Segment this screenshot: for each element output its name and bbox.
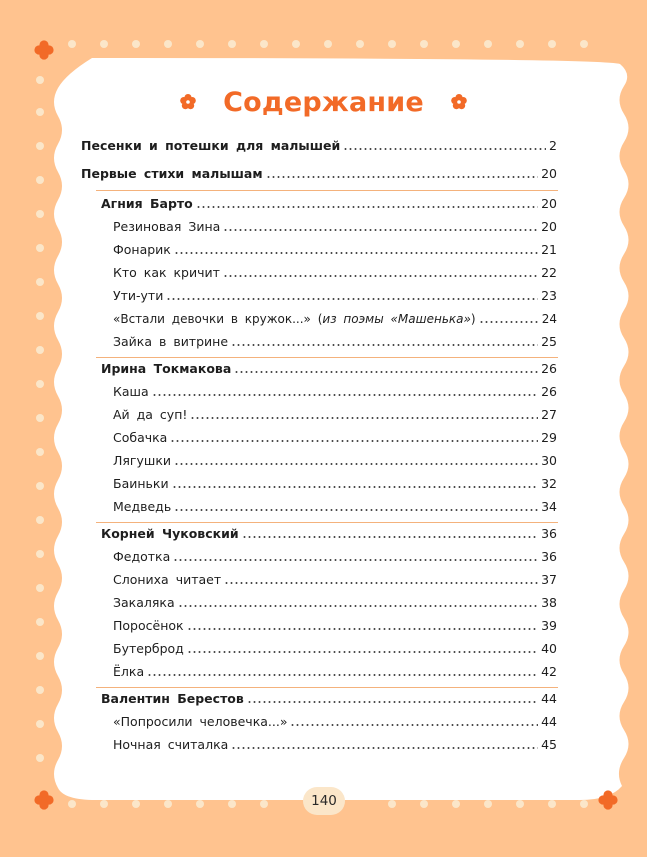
toc-label: Поросёнок	[113, 618, 184, 633]
divider	[96, 190, 558, 191]
toc-poem[interactable]	[113, 407, 557, 423]
leader-dots	[290, 724, 538, 726]
toc-label: Каша	[113, 384, 149, 399]
toc-label: Ночная считалка	[113, 737, 229, 752]
toc-poem[interactable]	[113, 714, 557, 730]
leader-dots	[224, 582, 538, 584]
toc-page-number: 45	[541, 737, 557, 752]
leader-dots	[223, 229, 538, 231]
toc-poem[interactable]	[113, 242, 557, 258]
leader-dots	[231, 344, 538, 346]
toc-poem[interactable]	[113, 334, 557, 350]
toc-page-number: 39	[541, 618, 557, 633]
toc-label: Медведь	[113, 499, 172, 514]
toc-label: Ай да суп!	[113, 407, 188, 422]
toc-page-number: 30	[541, 453, 557, 468]
toc-label: Резиновая Зина	[113, 219, 221, 234]
toc-page-number: 21	[541, 242, 557, 257]
leader-dots	[231, 747, 538, 749]
toc-page-number: 44	[541, 691, 557, 706]
toc-page-number: 22	[541, 265, 557, 280]
toc-page-number: 20	[541, 166, 557, 181]
toc-page-number: 40	[541, 641, 557, 656]
toc-author[interactable]	[101, 691, 557, 707]
toc-label: Ирина Токмакова	[101, 361, 232, 376]
toc-label-tail: )	[470, 312, 476, 326]
toc-poem[interactable]	[113, 265, 557, 281]
toc-label: «Попросили человечка...»	[113, 714, 288, 729]
toc-poem[interactable]	[113, 737, 557, 753]
toc-page-number: 36	[541, 526, 557, 541]
leader-dots	[172, 486, 539, 488]
toc-page-number: 24	[541, 312, 557, 326]
toc-poem[interactable]	[113, 618, 557, 634]
toc-page-number: 32	[541, 476, 557, 491]
leader-dots	[178, 605, 538, 607]
leader-dots	[479, 321, 539, 323]
toc-author[interactable]	[101, 361, 557, 377]
toc-section[interactable]	[81, 166, 557, 182]
divider	[96, 687, 558, 688]
leader-dots	[152, 394, 538, 396]
toc-label: Баиньки	[113, 476, 169, 491]
toc-page-number: 26	[541, 384, 557, 399]
leader-dots	[173, 559, 538, 561]
toc-label: Слониха читает	[113, 572, 222, 587]
toc-poem[interactable]	[113, 453, 557, 469]
toc-poem[interactable]	[113, 595, 557, 611]
toc-label: Первые стихи малышам	[81, 166, 263, 181]
leader-dots	[223, 275, 538, 277]
leader-dots	[187, 628, 539, 630]
leader-dots	[170, 440, 538, 442]
leader-dots	[166, 298, 538, 300]
toc-page-number: 36	[541, 549, 557, 564]
toc-section[interactable]	[81, 138, 557, 154]
leader-dots	[242, 536, 538, 538]
toc-label: Фонарик	[113, 242, 171, 257]
leader-dots	[174, 509, 538, 511]
toc-label: Кто как кричит	[113, 265, 220, 280]
toc-poem[interactable]	[113, 572, 557, 588]
toc-poem[interactable]	[113, 384, 557, 400]
toc-label-italic: из поэмы «Машенька»	[322, 312, 471, 326]
toc-poem[interactable]	[113, 311, 557, 327]
toc-poem[interactable]	[113, 499, 557, 515]
toc-label: Корней Чуковский	[101, 526, 239, 541]
leader-dots	[187, 651, 538, 653]
page-title: Содержание	[223, 86, 424, 118]
toc-label: Песенки и потешки для малышей	[81, 138, 341, 153]
toc-page-number: 29	[541, 430, 557, 445]
leader-dots	[343, 148, 546, 150]
toc-page-number: 26	[541, 361, 557, 376]
divider	[96, 357, 558, 358]
leader-dots	[196, 206, 538, 208]
toc-page-number: 37	[541, 572, 557, 587]
toc-page-number: 2	[549, 138, 557, 153]
leader-dots	[247, 701, 538, 703]
toc-label: «Встали девочки в кружок...» (	[113, 312, 323, 326]
toc-page-number: 23	[541, 288, 557, 303]
toc-poem[interactable]	[113, 664, 557, 680]
page-number: 140	[303, 787, 345, 815]
toc-page-number: 27	[541, 407, 557, 422]
toc-label: Бутерброд	[113, 641, 184, 656]
toc-page-number: 25	[541, 334, 557, 349]
toc-label: Ути-ути	[113, 288, 164, 303]
leader-dots	[234, 371, 538, 373]
toc-label: Зайка в витрине	[113, 334, 229, 349]
toc-page-number: 20	[541, 219, 557, 234]
toc-page-number: 20	[541, 196, 557, 211]
toc-poem[interactable]	[113, 549, 557, 565]
toc-label: Валентин Берестов	[101, 691, 244, 706]
toc-label: Ёлка	[113, 664, 145, 679]
leader-dots	[190, 417, 538, 419]
toc-author[interactable]	[101, 196, 557, 212]
leader-dots	[147, 674, 538, 676]
toc-label: Федотка	[113, 549, 171, 564]
toc-author[interactable]	[101, 526, 557, 542]
toc-label: Агния Барто	[101, 196, 193, 211]
leader-dots	[174, 252, 538, 254]
toc-page-number: 44	[541, 714, 557, 729]
toc-poem[interactable]	[113, 219, 557, 235]
toc-page-number: 34	[541, 499, 557, 514]
toc-poem[interactable]	[113, 430, 557, 446]
divider	[96, 522, 558, 523]
toc-poem[interactable]	[113, 641, 557, 657]
toc-page-number: 42	[541, 664, 557, 679]
toc-page-number: 38	[541, 595, 557, 610]
toc-poem[interactable]	[113, 476, 557, 492]
toc-poem[interactable]	[113, 288, 557, 304]
leader-dots	[174, 463, 538, 465]
leader-dots	[266, 176, 539, 178]
toc-label: Закаляка	[113, 595, 175, 610]
toc-label: Лягушки	[113, 453, 171, 468]
toc-label: Собачка	[113, 430, 168, 445]
